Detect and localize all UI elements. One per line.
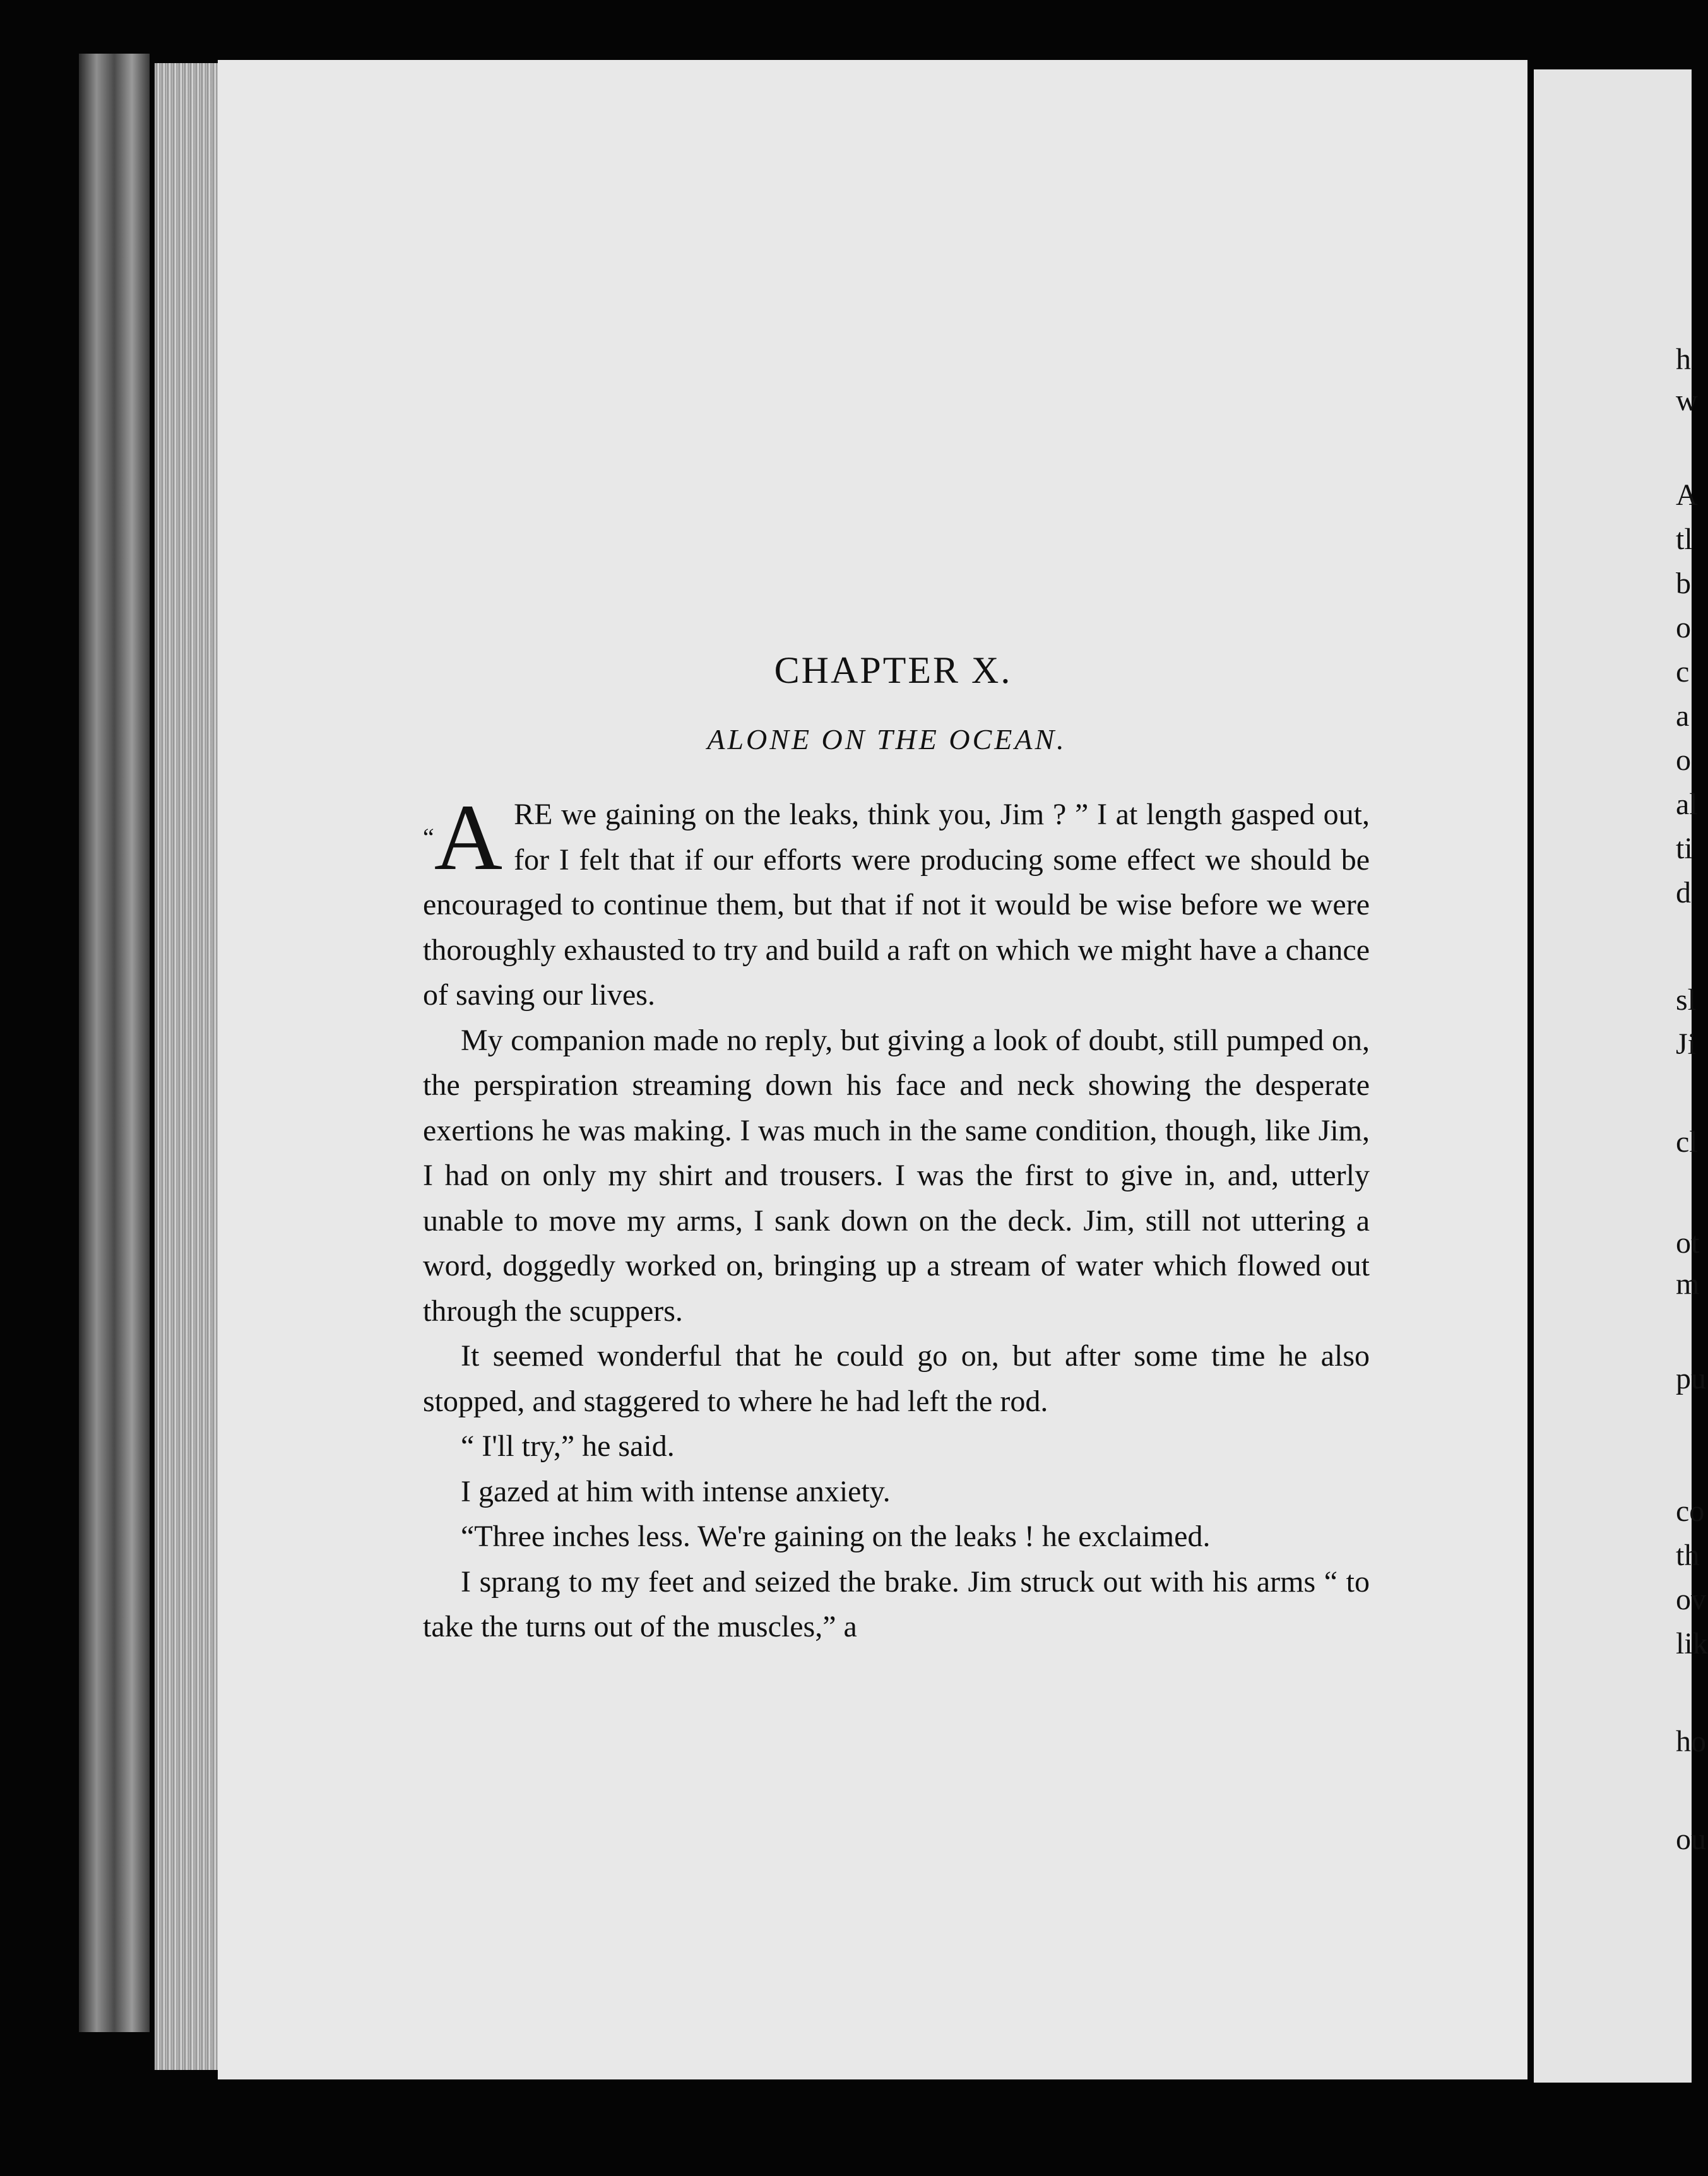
paragraph-6: “Three inches less. We're gaining on the leaks ! he exclaimed. — [461, 1520, 1211, 1553]
paragraph-3: It seemed wonderful that he could go on, but after some time he also stopped, and staggered to where he had left the rod. — [423, 1339, 1370, 1418]
facing-page-fragment: tl — [1676, 523, 1693, 556]
facing-page-fragment: pu — [1676, 1362, 1706, 1395]
facing-page-fragment: sl — [1676, 983, 1697, 1017]
facing-page-fragment: cl — [1676, 1125, 1698, 1159]
facing-page-fragment: h — [1676, 343, 1691, 376]
facing-page — [1534, 69, 1708, 2083]
chapter-subtitle: ALONE ON THE OCEAN. — [707, 723, 1067, 755]
facing-page-fragment: lik — [1676, 1627, 1708, 1660]
paragraph-5: I gazed at him with intense anxiety. — [461, 1474, 891, 1508]
facing-page-fragment: ho — [1676, 1725, 1706, 1758]
facing-page-fragment: A — [1676, 478, 1698, 512]
paragraph-4: “ I'll try,” he said. — [461, 1429, 675, 1463]
opening-quote-mark: “ — [423, 823, 434, 851]
facing-page-fragment: d — [1676, 876, 1691, 909]
paragraph-1-text: RE we gaining on the leaks, think you, Jim ? ” I at length gasped out, for I felt that if our efforts were producing some effect we should be encouraged to continue them, but that if not it would be wise before we were thoroughly exhausted to try and build a raft on which we might have a chance of saving our lives. — [423, 798, 1370, 1012]
book-binding-edge — [79, 54, 150, 2032]
facing-page-fragment: ou — [1676, 1823, 1706, 1856]
chapter-title: CHAPTER X. — [774, 649, 1012, 691]
facing-page-fragment: ti — [1676, 832, 1693, 865]
page-stack-edge — [155, 63, 218, 2070]
facing-page-fragment: o — [1676, 611, 1691, 644]
facing-page-fragment: ov — [1676, 1583, 1706, 1616]
facing-page-fragment: w — [1676, 384, 1698, 417]
facing-page-fragment: o — [1676, 743, 1691, 777]
chapter-body — [423, 785, 1370, 1650]
paragraph-7: I sprang to my feet and seized the brake. Jim struck out with his arms “ to take the turns out of the muscles,” a — [423, 1564, 1370, 1643]
facing-page-fragment: co — [1676, 1494, 1705, 1528]
facing-page-fragment: al — [1676, 788, 1698, 821]
drop-cap — [423, 785, 503, 890]
facing-page-fragment: m — [1676, 1267, 1700, 1301]
facing-page-fragment: b — [1676, 567, 1691, 600]
facing-page-fragment: th — [1676, 1539, 1700, 1572]
paragraph-2: My companion made no reply, but giving a look of doubt, still pumped on, the perspiration streaming down his face and neck showing the desperate exertions he was making. I was much in the same condition, though, like Jim, I had on only my shirt and trousers. I was the first to give in, and, utterly unable to move my arms, I sank down on the deck. Jim, still not uttering a word, doggedly worked on, bringing up a stream of water which flowed out through the scuppers. — [423, 1023, 1370, 1328]
facing-page-fragment: Ji — [1676, 1027, 1697, 1061]
paragraph-1 — [423, 785, 1370, 1018]
facing-page-fragment: c — [1676, 655, 1690, 689]
facing-page-fragment: ot — [1676, 1226, 1700, 1260]
facing-page-fragment: a — [1676, 699, 1690, 733]
drop-cap-letter: A — [434, 785, 503, 890]
